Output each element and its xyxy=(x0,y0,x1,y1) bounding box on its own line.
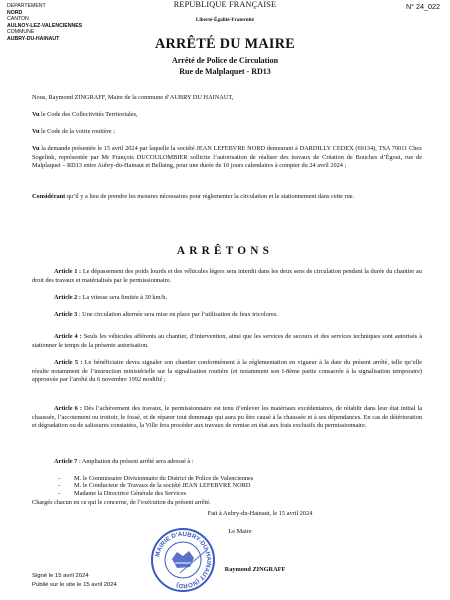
recipient-list xyxy=(58,475,418,497)
article-text: Le bénéficiaire devra signaler son chantier conformément à la réglementation en vigueur à la date du présent arrêté, telle qu’elle résulte notamment de l’instruction ministérielle sur la signalisation routière (et notamment son I-8ème partie consacrée à la signalisation temporaire) approuvée par l’arrêté du 6 novembre 1992 modifié ; xyxy=(32,359,423,384)
list-item xyxy=(58,490,418,497)
intro-paragraph xyxy=(32,94,422,103)
svg-text:MAIRIE D'AUBRY-DU-HAINAUT (NOR: MAIRIE D'AUBRY-DU-HAINAUT (NORD) xyxy=(154,530,213,590)
article-paragraph xyxy=(32,294,422,303)
article-text: : Ampliation du présent arrêté sera adressé à : xyxy=(77,458,194,465)
admin-line: AULNOY-LEZ-VALENCIENNES xyxy=(7,22,83,29)
published-date: Publié sur le site le 15 avril 2024 xyxy=(32,582,117,588)
execution-text: Chargés chacun en ce qui le concerne, de l’exécution du présent arrêté. xyxy=(32,499,211,506)
article-text: Dès l’achèvement des travaux, le permissionnaire est tenu d’enlever les matériaux excédentaires, de rétablir dans leur état initial la chaussée, l’accotement ou trottoir, le fossé, et de réparer tout dommage qui aura pu être causé à la chaussée et à ses dépendances. En cas de détérioration et dégradation ou de salissures constatées, la Ville fera procéder aux travaux de remise en état aux frais exclusifs du permissionnaire. xyxy=(32,405,423,430)
article-label: Article 2 : xyxy=(54,294,81,301)
article-text: : Une circulation alternée sera mise en place par l’utilisation de feux tricolores. xyxy=(77,311,278,318)
list-item xyxy=(58,475,418,482)
article-paragraph xyxy=(32,268,422,285)
vu-text: la demande présentée le 15 avril 2024 par laquelle la société JEAN LEFEBVRE NORD demeurant à DARDILLY CEDEX (69134), TSA 70011 Chez Sogelink, représentée par Mr François DUCOULOMBIER sollicite l’autorisation de réaliser des travaux de Création de Bouches d’Égout, rue de Malplaquet – RD13 entre Aubry-du-Hainaut et Bellaing, pour une durée de 10 jours calendaires à compter du 24 avril 2024 ; xyxy=(32,145,422,170)
page-title: ARRÊTÉ DU MAIRE xyxy=(154,36,296,52)
considerant-label: Considérant xyxy=(32,193,66,200)
done-at: Fait à Aubry-du-Hainaut, le 15 avril 2024 xyxy=(207,510,313,517)
vu-paragraph xyxy=(32,128,422,137)
vu-label: Vu xyxy=(32,111,40,118)
considerant-text: qu’il y a lieu de prendre les mesures nécessaires pour réglementer la circulation et le stationnement dans cette rue. xyxy=(65,193,355,200)
mayor-name: Raymond ZINGRAFF xyxy=(224,566,286,573)
mairie-stamp-icon xyxy=(150,527,216,593)
article-label: Article 3 xyxy=(54,311,78,318)
arretons-heading: ARRÊTONS xyxy=(176,245,274,257)
bullet: - xyxy=(58,475,61,482)
article-text: Le dépassement des poids lourds et des véhicules légers sera interdit dans les deux sens de circulation pendant la durée du chantier au droit des travaux et matérialisés par le permissionnaire. xyxy=(32,268,422,284)
article-label: Article 4 : xyxy=(54,333,82,340)
vu-text: le Code des Collectivités Territoriales, xyxy=(39,111,138,118)
vu-label: Vu xyxy=(32,128,40,135)
subtitle: Arrêté de Police de Circulation xyxy=(171,56,279,65)
recipient: Madame la Directrice Générale des Services xyxy=(74,489,187,497)
motto: Liberté-Égalité-Fraternité xyxy=(195,17,255,23)
vu-paragraph xyxy=(32,145,422,171)
list-item xyxy=(58,482,418,489)
execution-paragraph xyxy=(32,499,422,508)
document-number: N° 24_022 xyxy=(405,2,440,11)
article-paragraph xyxy=(32,359,422,385)
article-label: Article 1 : xyxy=(54,268,82,275)
article-label: Article 7 xyxy=(54,458,78,465)
article-paragraph xyxy=(32,405,422,431)
subtitle: Rue de Malplaquet - RD13 xyxy=(179,67,271,76)
vu-label: Vu xyxy=(32,145,40,152)
bullet: - xyxy=(58,489,61,497)
mayor-title: Le Maire xyxy=(228,528,252,535)
bullet: - xyxy=(58,482,61,490)
vu-text: le Code de la voirie routière ; xyxy=(39,128,115,135)
article-text: La vitesse sera limitée à 30 km/h. xyxy=(80,294,167,301)
admin-line: CANTON xyxy=(7,16,29,23)
considerant-paragraph xyxy=(32,193,422,202)
intro-text: Nous, Raymond ZINGRAFF, Maire de la commune d’AUBRY DU HAINAUT, xyxy=(32,94,234,101)
recipient: M. le Commissaire Divisionnaire du District de Police de Valenciennes xyxy=(74,475,254,482)
admin-line: NORD xyxy=(7,9,23,16)
vu-paragraph xyxy=(32,111,422,120)
article-paragraph xyxy=(32,458,422,467)
signed-date: Signé le 15 avril 2024 xyxy=(32,573,89,579)
footer xyxy=(32,572,117,590)
article-text: Seuls les véhicules afférents au chantier, d’intervention, ainsi que les services de secours et des services techniques sont autorisés à stationner le temps de la présente autorisation. xyxy=(32,333,423,349)
admin-line: AUBRY-DU-HAINAUT xyxy=(7,35,60,42)
admin-line: COMMUNE xyxy=(7,29,35,36)
article-label: Article 5 : xyxy=(54,359,83,366)
admin-line: DEPARTEMENT xyxy=(7,3,46,9)
article-paragraph xyxy=(32,333,422,350)
article-label: Article 6 : xyxy=(54,405,82,412)
article-paragraph xyxy=(32,311,422,320)
recipient: M. le Conducteur de Travaux de la société JEAN LEFEBVRE NORD xyxy=(74,482,251,490)
republic-heading: REPUBLIQUE FRANÇAISE xyxy=(173,0,277,9)
